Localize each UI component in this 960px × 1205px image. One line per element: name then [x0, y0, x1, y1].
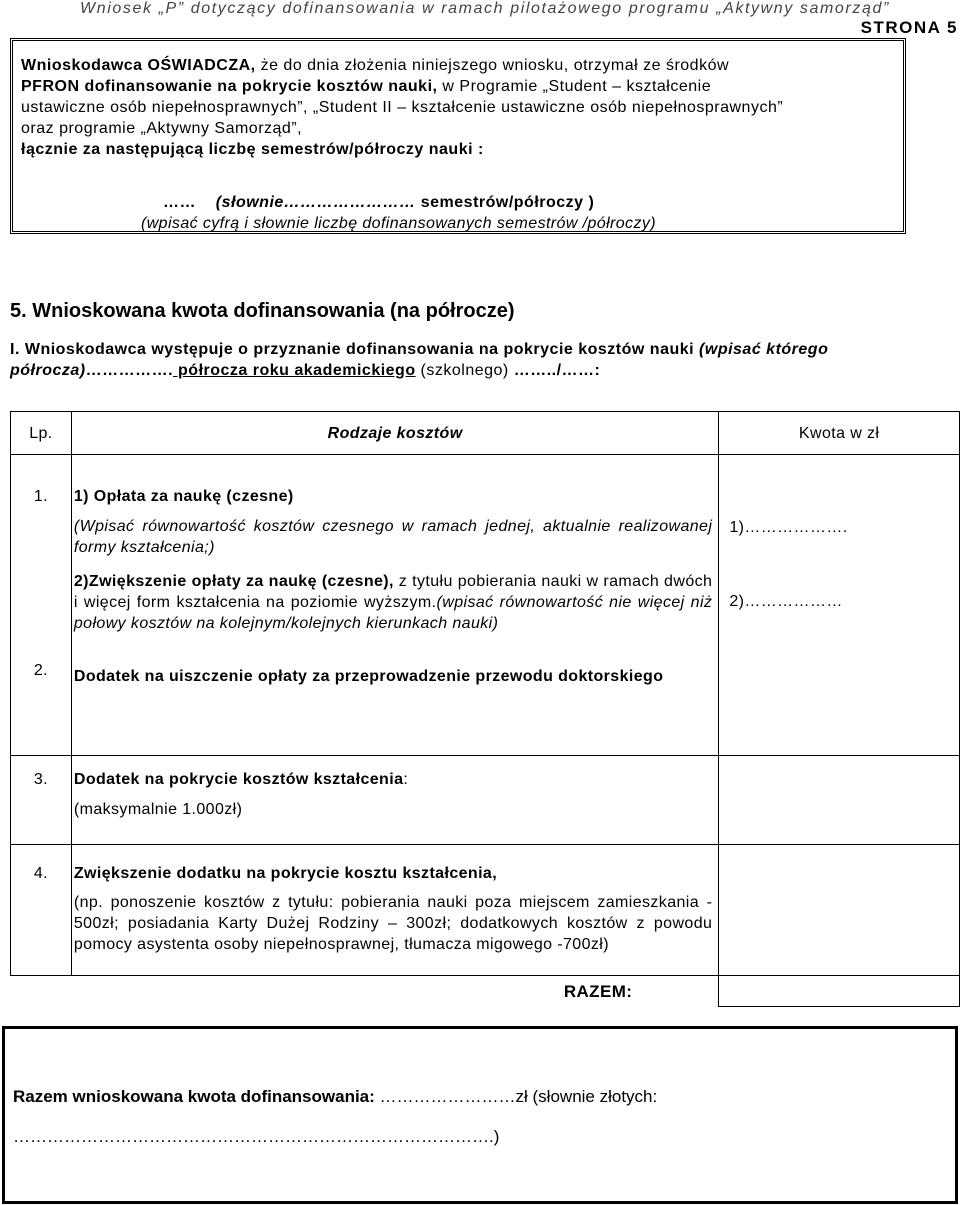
- page-number: STRONA 5: [860, 18, 958, 37]
- row-3-amount-cell[interactable]: [719, 756, 960, 845]
- row-4-note: (np. ponoszenie kosztów z tytułu: pobierania nauki poza miejscem zamieszkania - 500zł; posiadania Karty Dużej Rodziny – 300zł; dodatkowych kosztów z powodu pomocy asystenta osoby niepełnosprawnej, tłumacza migowego -700zł): [73, 894, 713, 953]
- row-3-lp-cell: [11, 756, 72, 845]
- semesters-fill-field[interactable]: [163, 194, 594, 212]
- total-row: [11, 976, 960, 1007]
- document-header-title: Wniosek „P” dotyczący dofinansowania w ramach pilotażowego programu „Aktywny samorząd”: [80, 0, 890, 17]
- intro-underlined-text: półrocza roku akademickiego: [173, 362, 416, 379]
- semesters-unit-label: semestrów/półroczy ): [415, 194, 595, 211]
- row-1-sub-plain: z tytułu pobierania nauki w ramach dwóch i więcej form kształcenia na poziomie wyższym.: [73, 573, 713, 611]
- header-cost-types: Rodzaje kosztów: [71, 412, 718, 455]
- half-year-dots[interactable]: …………….: [85, 362, 174, 379]
- row-3-title: [74, 769, 712, 790]
- declaration-line1-rest: że do dnia złożenia niniejszego wniosku, otrzymał ze środków: [255, 57, 730, 74]
- total-amount-cell[interactable]: [719, 976, 960, 1007]
- amount-2-field[interactable]: 2)………………: [729, 593, 843, 610]
- declaration-box: [10, 38, 906, 234]
- section-5-intro: [10, 339, 890, 381]
- total-label: RAZEM:: [563, 981, 633, 1001]
- declaration-line2-bold: PFRON dofinansowanie na pokrycie kosztów nauki,: [21, 78, 438, 95]
- row-description-cell: [71, 455, 718, 756]
- intro-italic-text: (wpisać którego półrocza): [10, 341, 829, 379]
- row-2-title: Dodatek na uiszczenie opłaty za przeprowadzenie przewodu doktorskiego: [73, 668, 664, 685]
- semesters-hint: (wpisać cyfrą i słownie liczbę dofinansowanych semestrów /półroczy): [141, 215, 656, 232]
- semesters-words-dots[interactable]: (słownie……………………: [215, 194, 416, 211]
- total-requested-amount-dots[interactable]: ……………………zł: [374, 1087, 528, 1106]
- row-1-sub-italic: (wpisać równowartość nie więcej niż połowy kosztów na kolejnym/kolejnych kierunkach nauki): [73, 594, 713, 632]
- row-lp-cell: [11, 455, 72, 756]
- row-3-title-bold: Dodatek na pokrycie kosztów kształcenia: [73, 771, 404, 788]
- costs-table: [10, 411, 960, 1007]
- total-requested-box: [2, 1026, 958, 1204]
- total-requested-words-label: (słownie złotych:: [527, 1087, 658, 1106]
- academic-year-dots[interactable]: ……../……:: [508, 362, 601, 379]
- row-1-title: 1) Opłata za naukę (czesne): [73, 488, 294, 505]
- semesters-number-dots[interactable]: ……: [163, 194, 196, 211]
- intro-bold-text: I. Wnioskodawca występuje o przyznanie dofinansowania na pokrycie kosztów nauki: [10, 341, 695, 358]
- row-4-number: 4.: [33, 865, 49, 882]
- row-3-note: (maksymalnie 1.000zł): [73, 801, 243, 818]
- row-3-title-colon: :: [403, 771, 409, 788]
- declaration-text: [21, 55, 891, 160]
- declaration-line5: łącznie za następującą liczbę semestrów/półroczy nauki :: [21, 141, 484, 158]
- row-4-lp-cell: [11, 845, 72, 976]
- table-row: [11, 756, 960, 845]
- table-header-row: [11, 412, 960, 455]
- row-1-number: 1.: [33, 488, 49, 505]
- declaration-line4: oraz programie „Aktywny Samorząd”,: [21, 120, 303, 137]
- header-lp: Lp.: [11, 412, 72, 455]
- section-5-title: 5. Wnioskowana kwota dofinansowania (na półrocze): [10, 300, 515, 322]
- row-2-number: 2.: [33, 662, 49, 679]
- row-3-description-cell: [71, 756, 718, 845]
- row-amount-cell[interactable]: [719, 455, 960, 756]
- table-row: [11, 845, 960, 976]
- table-row: [11, 455, 960, 756]
- amount-1-field[interactable]: 1)……………….: [729, 519, 848, 536]
- declaration-line1-bold: Wnioskodawca OŚWIADCZA,: [21, 57, 256, 74]
- intro-plain-text: (szkolnego): [415, 362, 509, 379]
- row-4-title: Zwiększenie dodatku na pokrycie kosztu kształcenia,: [73, 865, 498, 882]
- total-requested-label: Razem wnioskowana kwota dofinansowania:: [13, 1087, 375, 1106]
- row-3-number: 3.: [33, 771, 49, 788]
- declaration-line3: ustawiczne osób niepełnosprawnych”, „Student II – kształcenie ustawiczne osób niepełnosprawnych”: [21, 99, 784, 116]
- row-4-amount-cell[interactable]: [719, 845, 960, 976]
- row-4-description-cell: [71, 845, 718, 976]
- row-1-sub-bold: 2)Zwiększenie opłaty za naukę (czesne),: [73, 573, 394, 590]
- total-requested-line: [13, 1087, 657, 1107]
- row-1-note: (Wpisać równowartość kosztów czesnego w ramach jednej, aktualnie realizowanej formy kształcenia;): [73, 518, 713, 556]
- declaration-line2-rest: w Programie „Student – kształcenie: [437, 78, 712, 95]
- total-requested-words-dots[interactable]: ………………………………………………………………………….): [13, 1127, 500, 1146]
- header-amount: Kwota w zł: [719, 412, 960, 455]
- row-1-subitem: [74, 571, 712, 634]
